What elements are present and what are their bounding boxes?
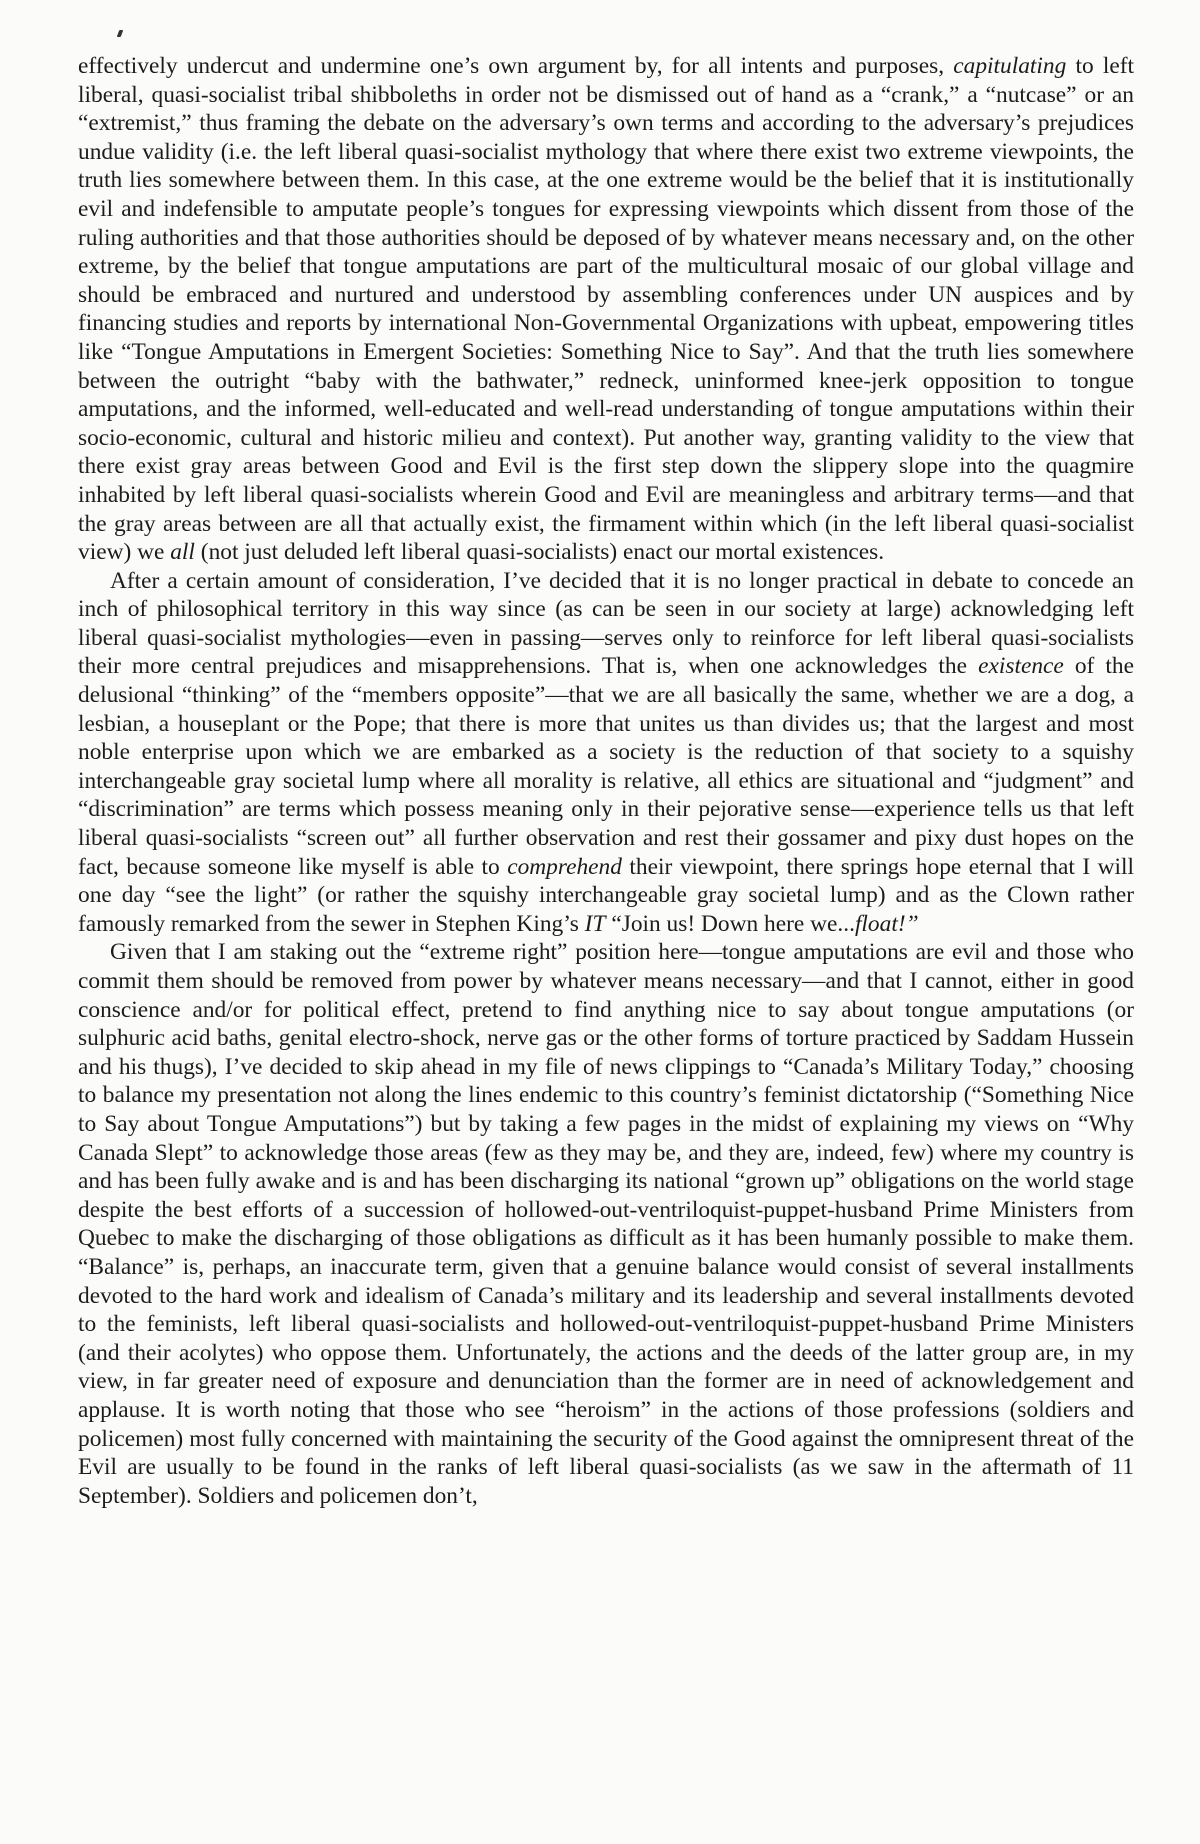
paragraph-3-text-1: Given that I am staking out the “extreme right” position here—tongue amputations are evil and those who commit them should be removed from power by whatever means necessary—and that I cannot, either in good conscience and/or for political effect, pretend to find anything nice to say about tongue amputations (or sulphuric acid baths, genital electro-shock, nerve gas or the other forms of torture practiced by Saddam Hussein and his thugs), I’ve decided to skip ahead in my file of news clippings to “Canada’s Military Today,” choosing to balance my presentation not along the lines endemic to this country’s feminist dictatorship (“Something Nice to Say about Tongue Amputations”) but by taking a few pages in the midst of explaining my views on “Why Canada Slept” to acknowledge those areas (few as they may be, and they are, indeed, few) where my country is and has been fully awake and is and has been discharging its national “grown up” obligations on the world stage despite the best efforts of a succession of hollowed-out-ventriloquist-puppet-husband Prime Ministers from Quebec to make the discharging of those obligations as difficult as it has been humanly possible to make them. “Balance” is, perhaps, an inaccurate term, given that a genuine balance would consist of several installments devoted to the hard work and idealism of Canada’s military and its leadership and several installments devoted to the feminists, left liberal quasi-socialists and hollowed-out-ventriloquist-puppet-husband Prime Ministers (and their acolytes) who oppose them. Unfortunately, the actions and the deeds of the latter group are, in my view, in far greater need of exposure and denunciation than the former are in need of acknowledgement and applause. It is worth noting that those who see “heroism” in the actions of those professions (soldiers and policemen) most fully concerned with maintaining the security of the Good against the omnipresent threat of the Evil are usually to be found in the ranks of left liberal quasi-socialists (as we saw in the aftermath of 11 September). Soldiers and policemen don’t, <box>78 939 1134 1509</box>
paragraph-1-text-3: (not just deluded left liberal quasi-socialists) enact our mortal existences. <box>194 539 885 566</box>
paragraph-1-italic-all: all <box>170 539 195 566</box>
paragraph-2-text-1: After a certain amount of consideration, I’ve decided that it is no longer practical in debate to concede an inch of philosophical territory in this way since (as can be seen in our society at large) acknowledging left liberal quasi-socialist mythologies—even in passing—serves only to reinforce for left liberal quasi-socialists their more central prejudices and misapprehensions. That is, when one acknowledges the <box>78 567 1134 680</box>
paragraph-2-italic-it: IT <box>584 910 606 937</box>
document-page <box>78 52 1134 1510</box>
scan-speck-mark <box>117 30 124 37</box>
paragraph-2-text-2: of the delusional “thinking” of the “members opposite”—that we are all basically the same, whether we are a dog, a lesbian, a houseplant or the Pope; that there is more that unites us than divides us; that the largest and most noble enterprise upon which we are embarked as a society is the reduction of that society to a squishy interchangeable gray societal lump where all morality is relative, all ethics are situational and “judgment” and “discrimination” are terms which possess meaning only in their pejorative sense—experience tells us that left liberal quasi-socialists “screen out” all further observation and rest their gossamer and pixy dust hopes on the fact, because someone like myself is able to <box>78 653 1134 880</box>
paragraph-1 <box>78 52 1134 567</box>
paragraph-2-text-3: their viewpoint, there springs hope eternal that I will one day “see the light” (or rather the squishy interchangeable gray societal lump) and as the Clown rather famously remarked from the sewer in Stephen King’s <box>78 853 1134 937</box>
paragraph-2-italic-existence: existence <box>978 653 1064 680</box>
paragraph-1-text-2: to left liberal, quasi-socialist tribal shibboleths in order not be dismissed out of hand as a “crank,” a “nutcase” or an “extremist,” thus framing the debate on the adversary’s own terms and according to the adversary’s prejudices undue validity (i.e. the left liberal quasi-socialist mythology that where there exist two extreme viewpoints, the truth lies somewhere between them. In this case, at the one extreme would be the belief that it is institutionally evil and indefensible to amputate people’s tongues for expressing viewpoints which dissent from those of the ruling authorities and that those authorities should be deposed of by whatever means necessary and, on the other extreme, by the belief that tongue amputations are part of the multicultural mosaic of our global village and should be embraced and nurtured and understood by assembling conferences under UN auspices and by financing studies and reports by international Non-Governmental Organizations with upbeat, empowering titles like “Tongue Amputations in Emergent Societies: Something Nice to Say”. And that the truth lies somewhere between the outright “baby with the bathwater,” redneck, uninformed knee-jerk opposition to tongue amputations, and the informed, well-educated and well-read understanding of tongue amputations within their socio-economic, cultural and historic milieu and context). Put another way, granting validity to the view that there exist gray areas between Good and Evil is the first step down the slippery slope into the quagmire inhabited by left liberal quasi-socialists wherein Good and Evil are meaningless and arbitrary terms—and that the gray areas between are all that actually exist, the firmament within which (in the left liberal quasi-socialist view) we <box>78 53 1134 566</box>
paragraph-2-italic-float: float!” <box>854 910 919 937</box>
paragraph-1-text-1: effectively undercut and undermine one’s own argument by, for all intents and purposes, <box>78 53 954 79</box>
paragraph-2-text-4: “Join us! Down here we... <box>605 910 855 937</box>
paragraph-2-italic-comprehend: comprehend <box>507 853 622 880</box>
paragraph-3 <box>78 938 1134 1510</box>
paragraph-1-italic-capitulating: capitulating <box>953 53 1067 79</box>
paragraph-2 <box>78 567 1134 939</box>
